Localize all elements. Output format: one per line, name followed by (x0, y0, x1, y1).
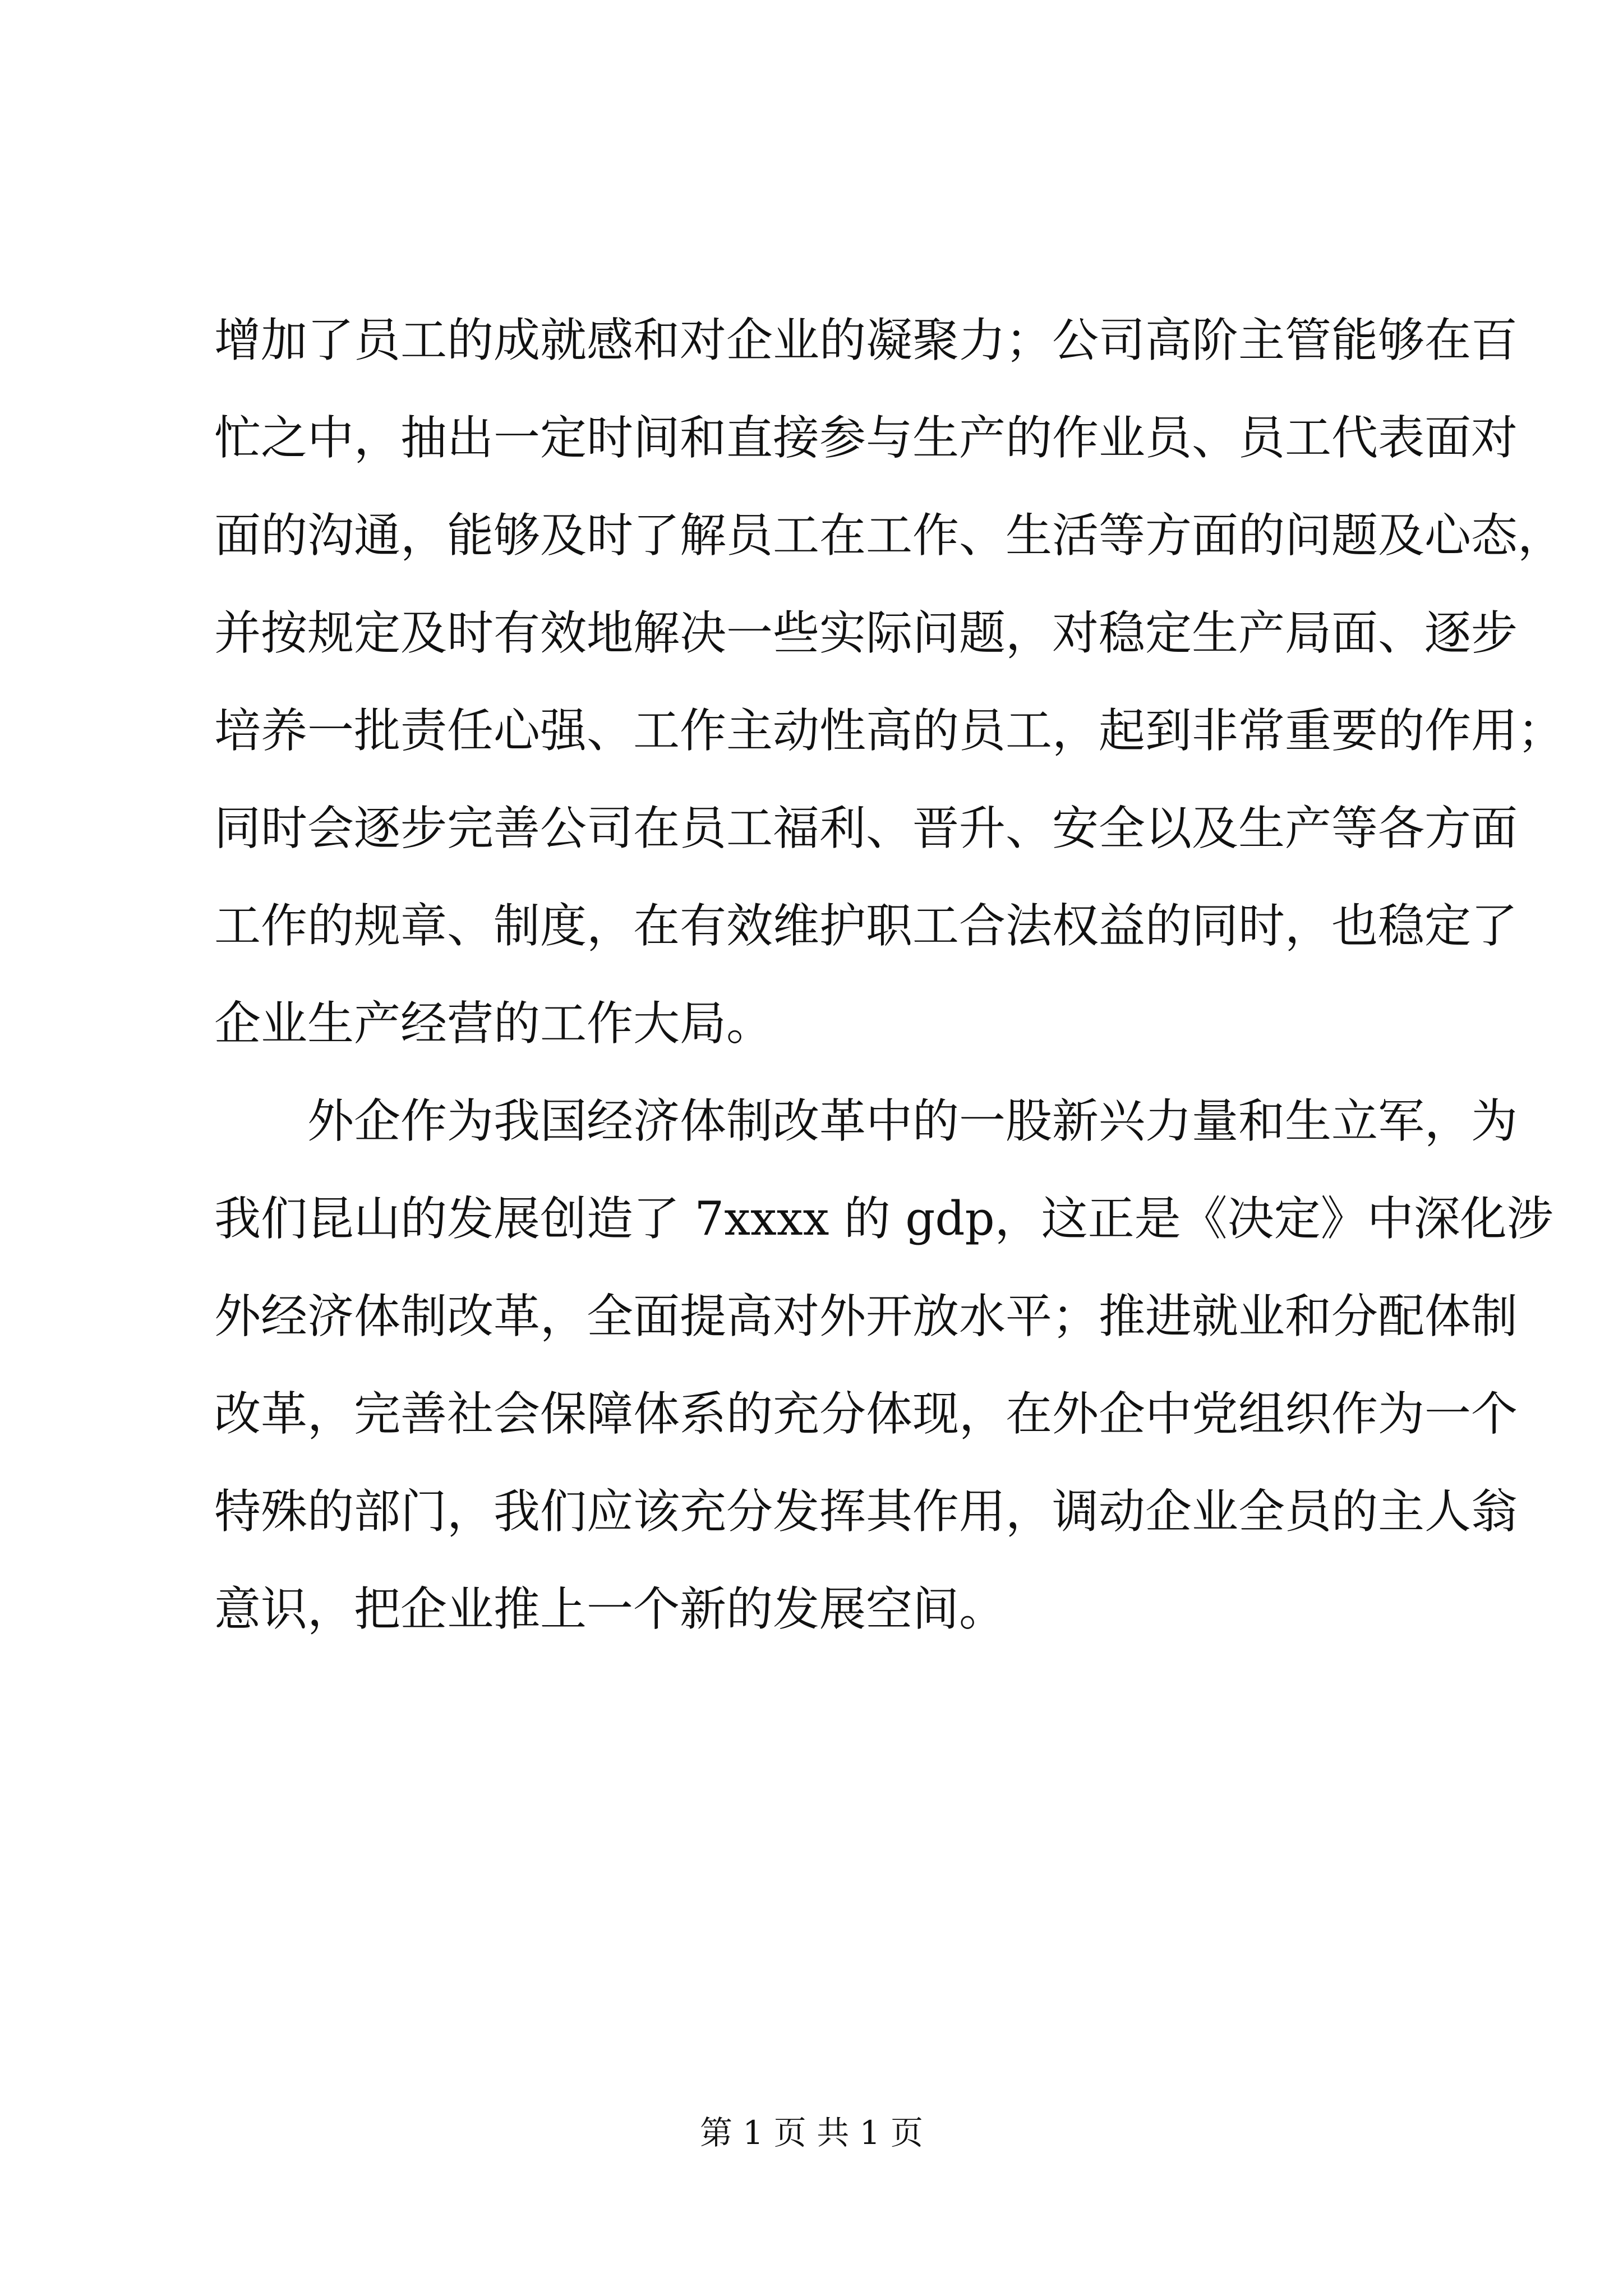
paragraph-1-line-5: 培养一批责任心强、工作主动性高的员工，起到非常重要的作用； (214, 703, 1564, 758)
page-number-footer: 第 1 页 共 1 页 (700, 2114, 923, 2152)
paragraph-2-line-6: 意识，把企业推上一个新的发展空间。 (214, 1582, 1006, 1636)
paragraph-1-line-8: 企业生产经营的工作大局。 (214, 996, 773, 1051)
paragraph-1-line-1: 增加了员工的成就感和对企业的凝聚力；公司高阶主管能够在百 (214, 313, 1518, 367)
paragraph-1-line-7: 工作的规章、制度，在有效维护职工合法权益的同时，也稳定了 (214, 899, 1518, 953)
paragraph-1-line-3: 面的沟通，能够及时了解员工在工作、生活等方面的问题及心态， (214, 508, 1564, 563)
paragraph-2-line-3: 外经济体制改革，全面提高对外开放水平；推进就业和分配体制 (214, 1289, 1518, 1343)
paragraph-1-line-6: 同时会逐步完善公司在员工福利、晋升、安全以及生产等各方面 (214, 801, 1518, 855)
paragraph-2-line-5: 特殊的部门，我们应该充分发挥其作用，调动企业全员的主人翁 (214, 1484, 1518, 1539)
paragraph-1-line-4: 并按规定及时有效地解决一些实际问题，对稳定生产局面、逐步 (214, 606, 1518, 660)
paragraph-2-line-2: 我们昆山的发展创造了 7xxxx 的 gdp，这正是《决定》中深化涉 (214, 1191, 1553, 1246)
document-body (214, 292, 1564, 1658)
paragraph-2-line-4: 改革，完善社会保障体系的充分体现，在外企中党组织作为一个 (214, 1387, 1518, 1441)
paragraph-1-line-2: 忙之中，抽出一定时间和直接参与生产的作业员、员工代表面对 (214, 411, 1518, 465)
paragraph-2-line-1: 外企作为我国经济体制改革中的一股新兴力量和生立军，为 (307, 1094, 1518, 1148)
